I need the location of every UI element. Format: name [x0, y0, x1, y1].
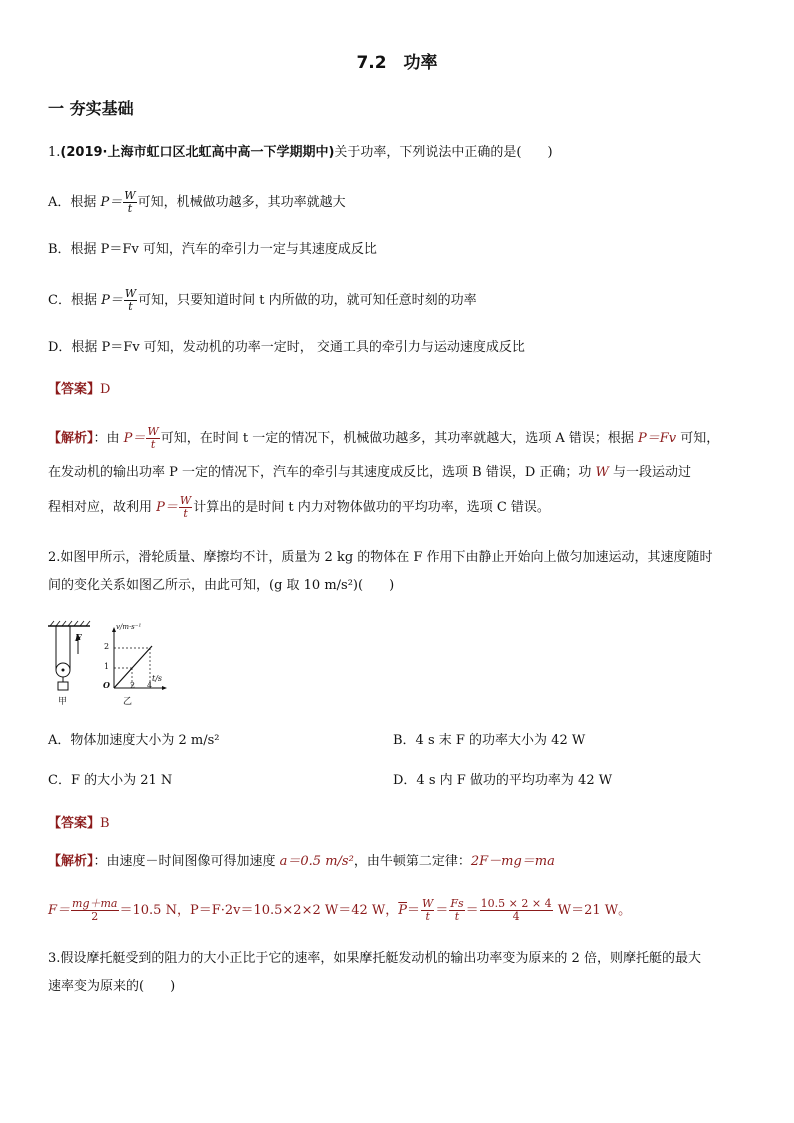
q1-answer: 【答案】D: [48, 382, 111, 397]
q1-number: 1.: [48, 145, 61, 160]
fraction: $\frac{Fs}{t}$: [450, 897, 464, 923]
q1-option-a: A．根据 P＝ $\frac{W}{t}$ 可知，机械做功越多，其功率就越大: [48, 189, 346, 215]
fraction: $\frac{W}{t}$: [147, 425, 159, 451]
fraction: $\frac{W}{t}$: [124, 287, 137, 313]
q1-stem-text: 关于功率，下列说法中正确的是( ): [334, 145, 553, 160]
q1-explanation-line1: 【解析】：由 P＝ $\frac{W}{t}$ 可知，在时间 t 一定的情况下，机械做功越多，其功率就越大，选项 A 错误；根据 P＝Fv 可知，: [48, 425, 720, 451]
q1-option-c: C．根据 P＝ $\frac{W}{t}$ 可知，只要知道时间 t 内所做的功，就可知任意时刻的功率: [48, 287, 477, 313]
q2-explanation-line2: F＝ $\frac{mg+ma}{2}$ ＝10.5 N，P＝F·2v＝10.5×2×2 W＝42 W，$\overline{P}=$ $\frac{W}{t}$ ＝ $\frac{Fs}{t}$ ＝ $\frac{10.5 \times 2 \times 4}{4}$ W＝21 W。: [48, 897, 632, 923]
page-title: 7.2 功率: [356, 53, 438, 73]
q2-stem-line2: 间的变化关系如图乙所示，由此可知，(g 取 10 m/s²)( ): [48, 578, 395, 593]
q2-stem-line1: 2.如图甲所示，滑轮质量、摩擦均不计，质量为 2 kg 的物体在 F 作用下由静止开始向上做匀加速运动，其速度随时: [48, 550, 713, 565]
q1-source: (2019·上海市虹口区北虹高中高一下学期期中): [60, 145, 335, 160]
q1-explanation-line2: 在发动机的输出功率 P 一定的情况下，汽车的牵引与其速度成反比，选项 B 错误，D 正确；功 W 与一段运动过: [48, 465, 692, 480]
q3-stem-line2: 速率变为原来的( ): [48, 979, 176, 994]
q2-explanation-line1: 【解析】：由速度－时间图像可得加速度 a＝0.5 m/s²，由牛顿第二定律：2F－mg＝ma: [48, 854, 555, 869]
q3-stem-line1: 3.假设摩托艇受到的阻力的大小正比于它的速率，如果摩托艇发动机的输出功率变为原来的 2 倍，则摩托艇的最大: [48, 951, 701, 966]
q1-explanation-line3: 程相对应，故利用 P＝ $\frac{W}{t}$ 计算出的是时间 t 内力对物体做功的平均功率，选项 C 错误。: [48, 494, 550, 520]
q2-answer: 【答案】B: [48, 816, 110, 831]
fig-y-tick-1: 1: [104, 662, 110, 671]
q2-option-a: A．物体加速度大小为 2 m/s²: [48, 733, 220, 748]
q2-option-b: B．4 s 末 F 的功率大小为 42 W: [393, 733, 586, 748]
q1-stem: [48, 143, 553, 163]
fig-origin: O: [103, 680, 110, 690]
fraction: $\frac{W}{t}$: [422, 897, 434, 923]
fraction: $\frac{W}{t}$: [124, 189, 136, 215]
fig-label-jia: 甲: [58, 697, 68, 707]
q1-option-b: B．根据 P＝Fv 可知，汽车的牵引力一定与其速度成反比: [48, 242, 377, 257]
q1-option-d: D．根据 P＝Fv 可知，发动机的功率一定时， 交通工具的牵引力与运动速度成反比: [48, 340, 525, 355]
fraction: $\frac{W}{t}$: [179, 494, 192, 520]
section-heading: 一 夯实基础: [48, 99, 134, 118]
fig-y-axis-label: v/m·s⁻¹: [116, 623, 142, 631]
fig-label-yi: 乙: [123, 697, 133, 707]
fraction: $\frac{10.5 \times 2 \times 4}{4}$: [480, 897, 552, 923]
fig-x-axis-label: t/s: [152, 674, 163, 683]
fig-x-tick-2: 2: [130, 681, 136, 690]
q2-option-d: D．4 s 内 F 做功的平均功率为 42 W: [393, 773, 613, 788]
q2-option-c: C．F 的大小为 21 N: [48, 773, 173, 788]
fig-x-tick-4: 4: [147, 681, 153, 690]
fig-force-label: F: [75, 634, 82, 644]
fraction: $\frac{mg+ma}{2}$: [72, 897, 118, 923]
fig-y-tick-2: 2: [104, 642, 110, 651]
